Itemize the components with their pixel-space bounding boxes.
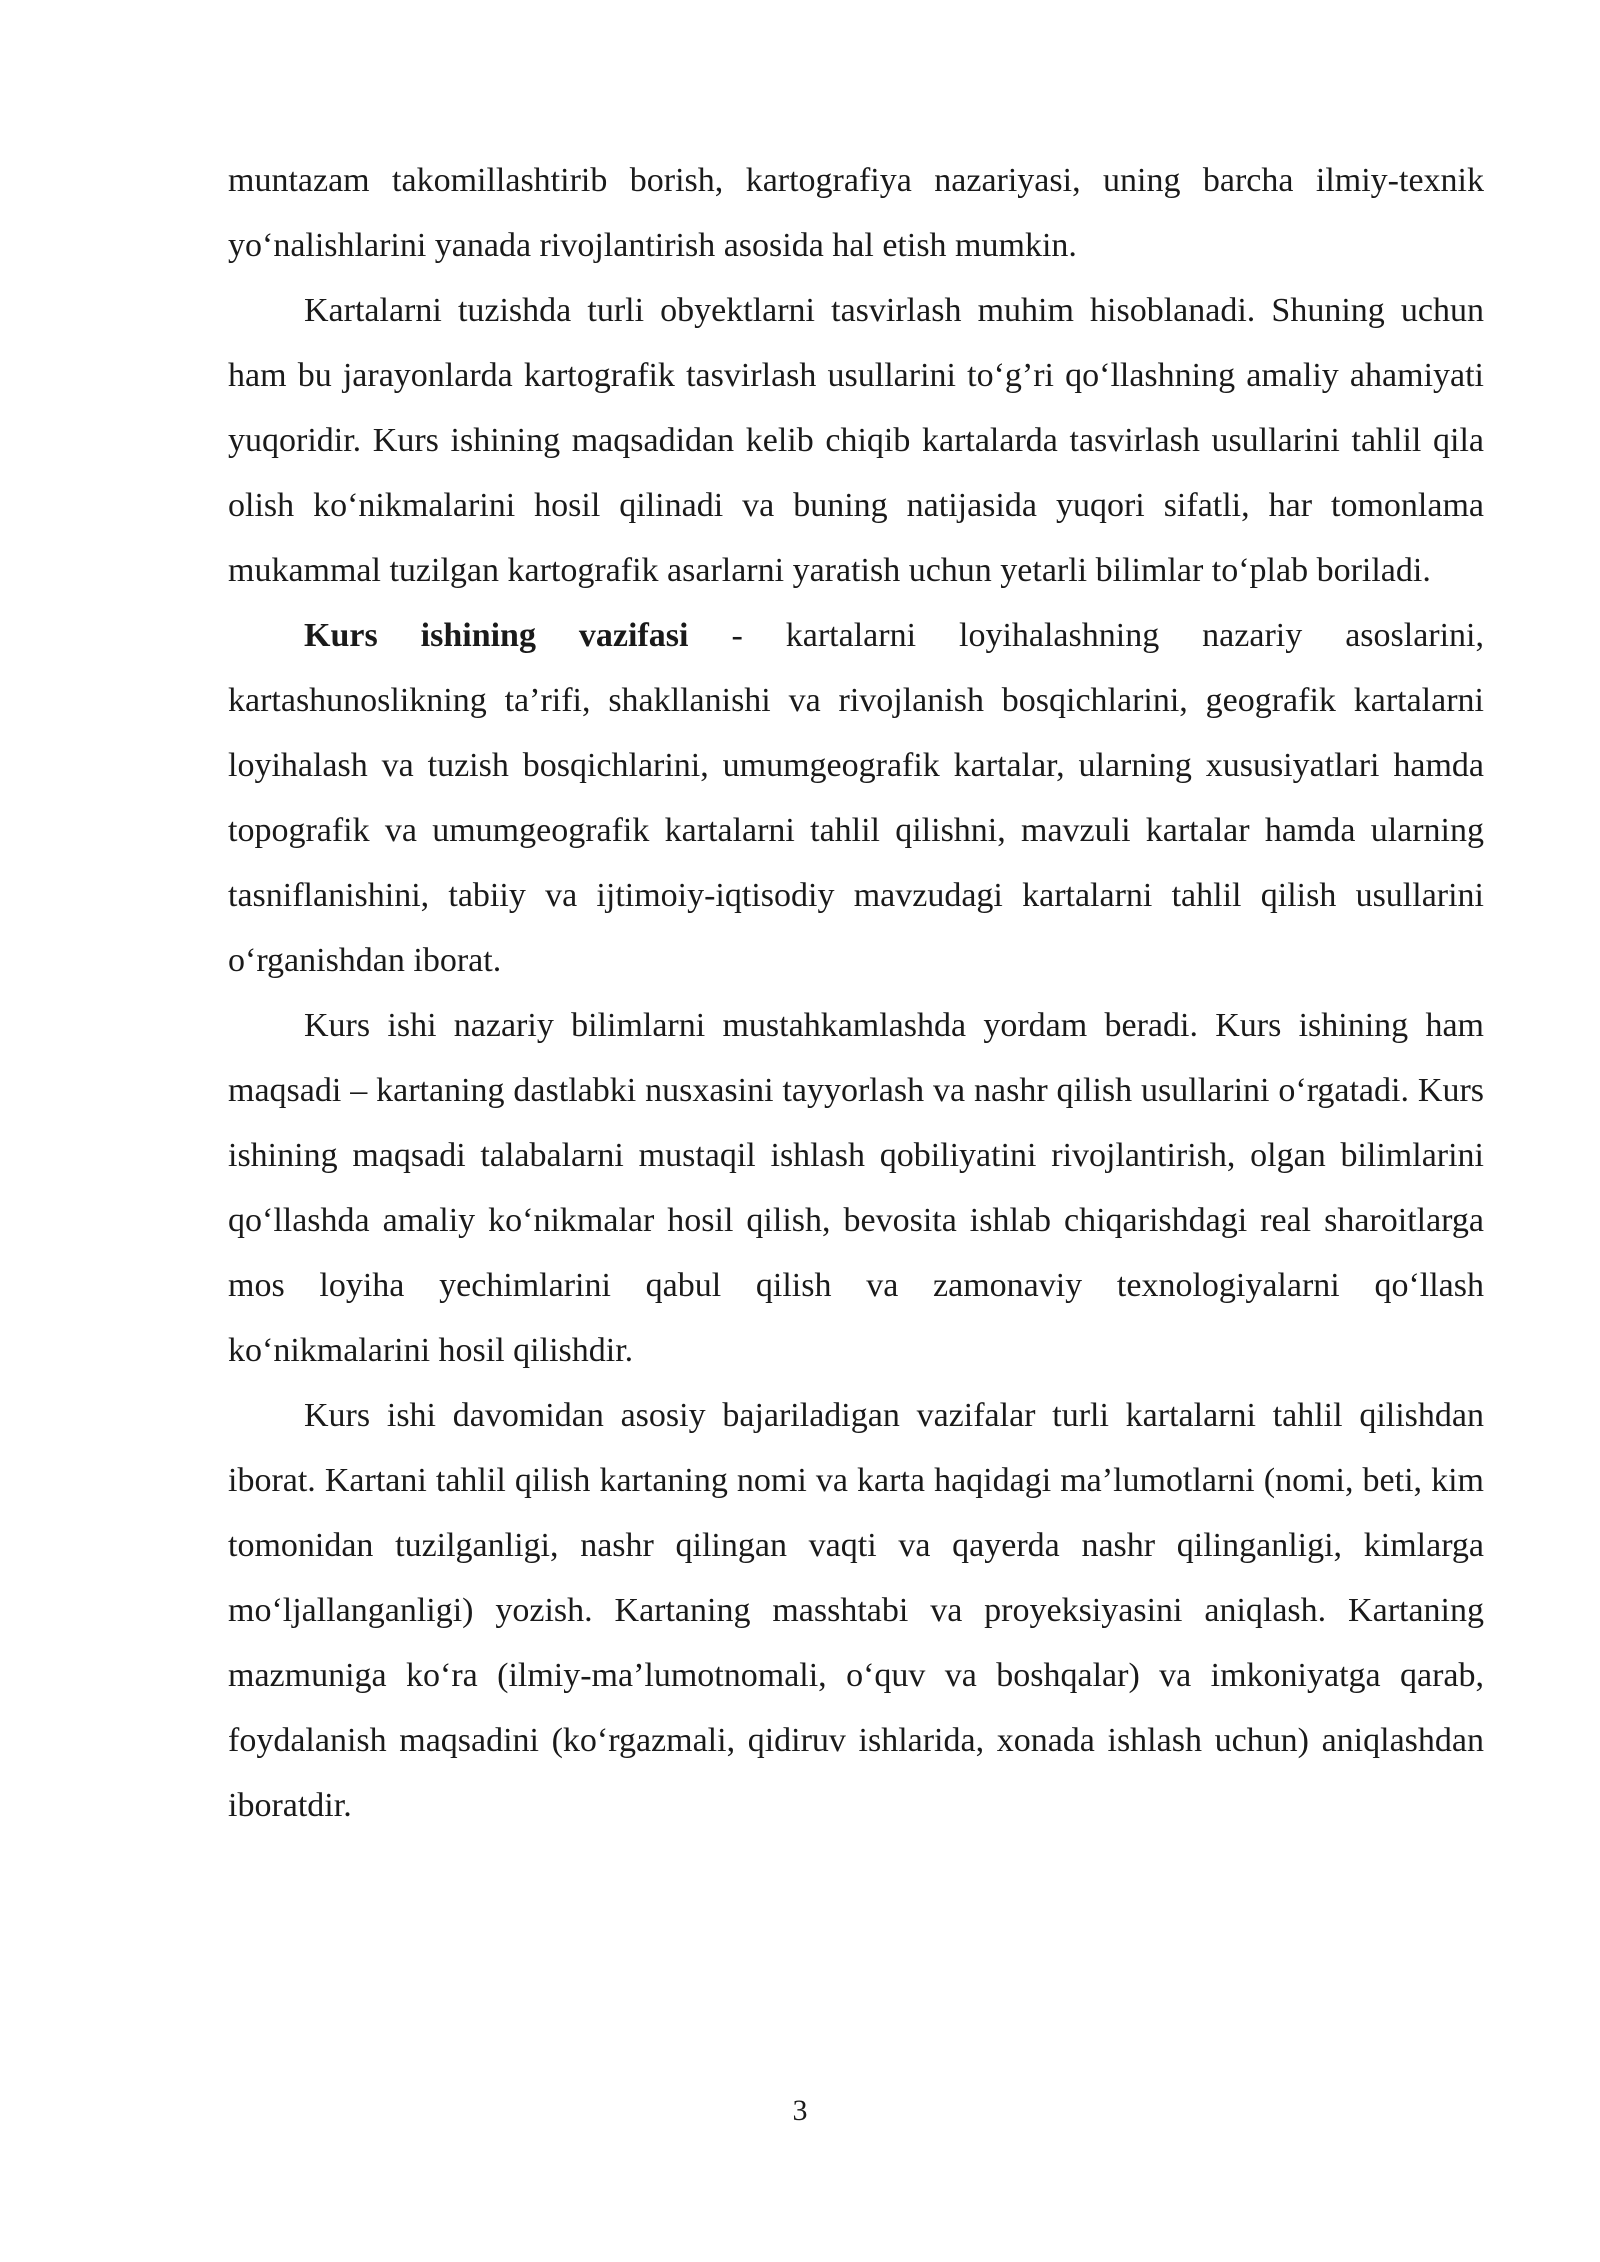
paragraph-3 <box>228 603 1484 993</box>
paragraph-3-text: - kartalarni loyihalashning nazariy asoslarini, kartashunoslikning ta’rifi, shakllanishi va rivojlanish bosqichlarini, geografik kartalarni loyihalash va tuzish bosqichlarini, umumgeografik kartalar, ularning xususiyatlari hamda topografik va umumgeografik kartalarni tahlil qilishni, mavzuli kartalar hamda ularning tasniflanishini, tabiiy va ijtimoiy-iqtisodiy mavzudagi kartalarni tahlil qilish usullarini o‘rganishdan iborat. <box>228 617 1485 979</box>
paragraph-5: Kurs ishi davomidan asosiy bajariladigan vazifalar turli kartalarni tahlil qilishdan iborat. Kartani tahlil qilish kartaning nomi va karta haqidagi ma’lumotlarni (nomi, beti, kim tomonidan tuzilganligi, nashr qilingan vaqti va qayerda nashr qilinganligi, kimlarga mo‘ljallanganligi) yozish. Kartaning masshtabi va proyeksiyasini aniqlash. Kartaning mazmuniga ko‘ra (ilmiy-ma’lumotnomali, o‘quv va boshqalar) va imkoniyatga qarab, foydalanish maqsadini (ko‘rgazmali, qidiruv ishlarida, xonada ishlash uchun) aniqlashdan iboratdir. <box>228 1397 1484 1824</box>
paragraph-3-bold-lead: Kurs ishining vazifasi <box>304 617 689 654</box>
document-body <box>228 148 1484 1838</box>
paragraph-4: Kurs ishi nazariy bilimlarni mustahkamlashda yordam beradi. Kurs ishining ham maqsadi – kartaning dastlabki nusxasini tayyorlash va nashr qilish usullarini o‘rgatadi. Kurs ishining maqsadi talabalarni mustaqil ishlash qobiliyatini rivojlantirish, olgan bilimlarini qo‘llashda amaliy ko‘nikmalar hosil qilish, bevosita ishlab chiqarishdagi real sharoitlarga mos loyiha yechimlarini qabul qilish va zamonaviy texnologiyalarni qo‘llash ko‘nikmalarini hosil qilishdir. <box>228 1007 1484 1369</box>
page-number: 3 <box>792 2094 808 2127</box>
paragraph-2: Kartalarni tuzishda turli obyektlarni tasvirlash muhim hisoblanadi. Shuning uchun ham bu jarayonlarda kartografik tasvirlash usullarini to‘g’ri qo‘llashning amaliy ahamiyati yuqoridir. Kurs ishining maqsadidan kelib chiqib kartalarda tasvirlash usullarini tahlil qila olish ko‘nikmalarini hosil qilinadi va buning natijasida yuqori sifatli, har tomonlama mukammal tuzilgan kartografik asarlarni yaratish uchun yetarli bilimlar to‘plab boriladi. <box>228 292 1484 589</box>
paragraph-1: muntazam takomillashtirib borish, kartografiya nazariyasi, uning barcha ilmiy-texnik yo‘nalishlarini yanada rivojlantirish asosida hal etish mumkin. <box>228 162 1484 264</box>
